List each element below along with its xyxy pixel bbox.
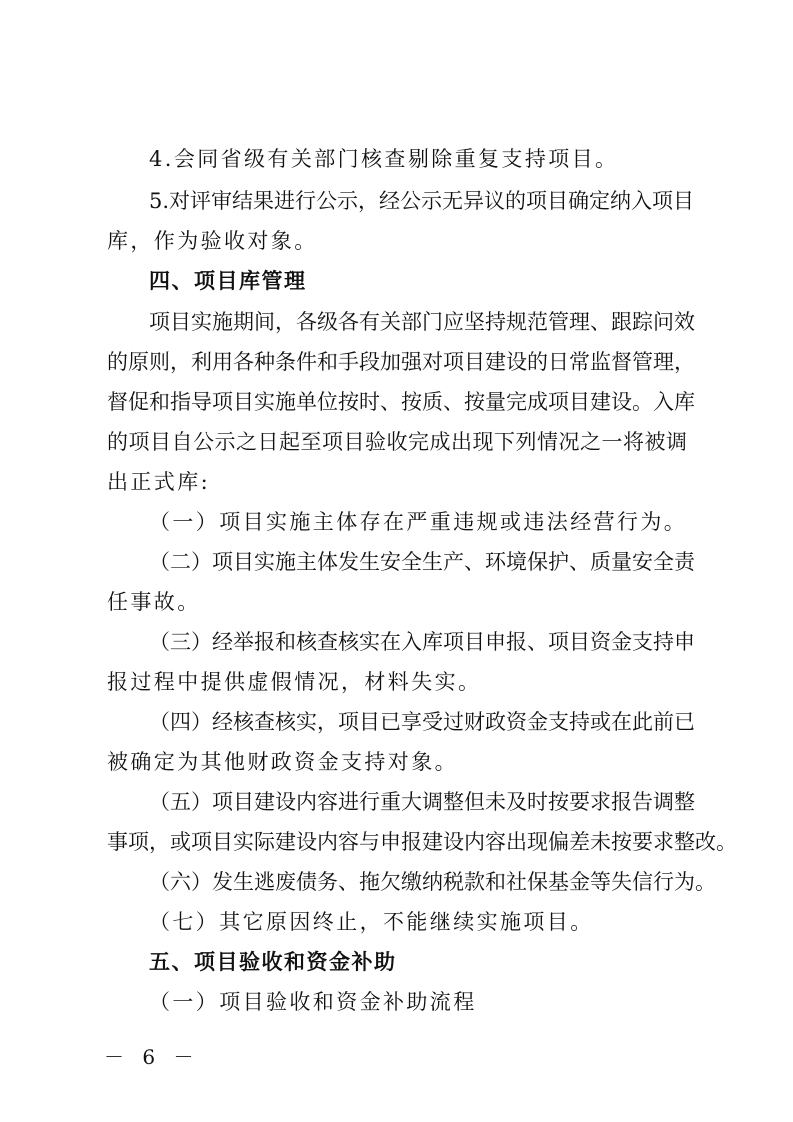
paragraph-line: 事项，或项目实际建设内容与申报建设内容出现偏差未按要求整改。 — [107, 830, 737, 854]
list-item: （一）项目实施主体存在严重违规或违法经营行为。 — [149, 510, 688, 534]
list-item: （四）经核查核实，项目已享受过财政资金支持或在此前已 — [149, 710, 695, 734]
paragraph-line: 出正式库: — [107, 470, 211, 494]
paragraph-line: 4.会同省级有关部门核查剔除重复支持项目。 — [149, 147, 619, 171]
paragraph-line: 的原则，利用各种条件和手段加强对项目建设的日常监督管理， — [107, 350, 695, 374]
paragraph-line: 的项目自公示之日起至项目验收完成出现下列情况之一将被调 — [107, 430, 687, 454]
list-item: （六）发生逃废债务、拖欠缴纳税款和社保基金等失信行为。 — [149, 870, 716, 894]
paragraph-line: 任事故。 — [107, 590, 201, 614]
list-item: （五）项目建设内容进行重大调整但未及时按要求报告调整 — [149, 790, 695, 814]
subsection-heading: （一）项目验收和资金补助流程 — [149, 990, 477, 1014]
paragraph-line: 督促和指导项目实施单位按时、按质、按量完成项目建设。入库 — [107, 390, 695, 414]
paragraph-line: 被确定为其他财政资金支持对象。 — [107, 750, 458, 774]
section-heading: 五、项目验收和资金补助 — [149, 950, 397, 974]
list-item: （三）经举报和核查核实在入库项目申报、项目资金支持申 — [149, 630, 695, 654]
section-heading: 四、项目库管理 — [149, 269, 307, 293]
list-item: （七）其它原因终止，不能继续实施项目。 — [149, 910, 594, 934]
paragraph-line: 项目实施期间，各级各有关部门应坚持规范管理、跟踪问效 — [149, 310, 695, 334]
page-number: － 6 － — [104, 1045, 200, 1069]
paragraph-line: 报过程中提供虚假情况，材料失实。 — [107, 670, 482, 694]
list-item: （二）项目实施主体发生安全生产、环境保护、质量安全责 — [149, 550, 695, 574]
paragraph-line: 5.对评审结果进行公示，经公示无异议的项目确定纳入项目 — [149, 189, 695, 213]
paragraph-line: 库，作为验收对象。 — [107, 229, 318, 253]
